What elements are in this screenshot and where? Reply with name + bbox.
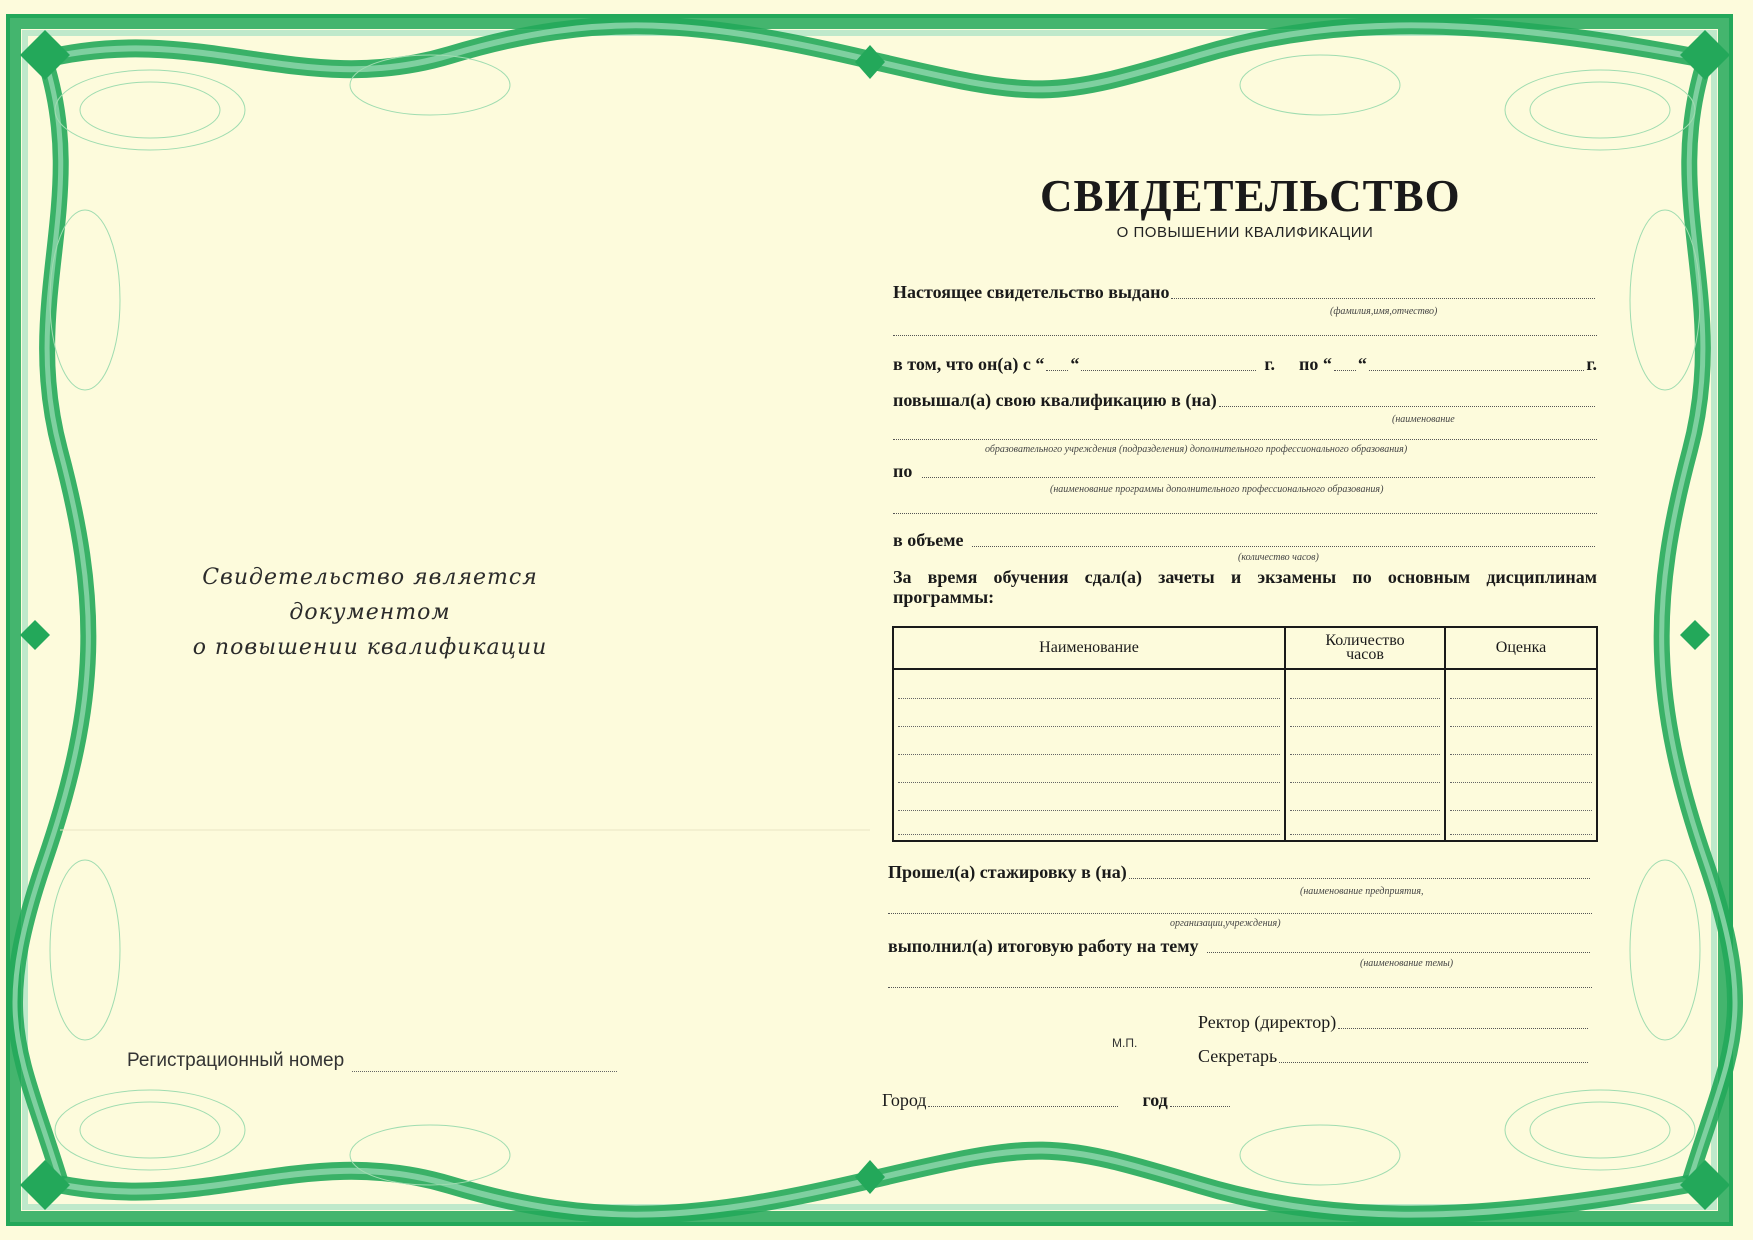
city-field[interactable] — [928, 1105, 1118, 1107]
issued-name-field[interactable] — [1171, 297, 1595, 299]
grades-table-header — [894, 628, 1596, 670]
issued-hint: (фамилия,имя,отчество) — [1330, 306, 1438, 317]
internship-hint-2: организации,учреждения) — [1170, 918, 1281, 929]
final-work-field[interactable] — [1207, 951, 1590, 953]
certificate-title: СВИДЕТЕЛЬСТВО — [1040, 171, 1461, 221]
institution-field[interactable] — [1219, 405, 1595, 407]
year-label: год — [1142, 1090, 1168, 1110]
city-year-row — [882, 1090, 1232, 1111]
grades-table — [892, 626, 1598, 842]
hours-column[interactable] — [1286, 670, 1446, 842]
registration-number-row — [127, 1050, 617, 1072]
period-row — [893, 354, 1597, 375]
name-column[interactable] — [894, 670, 1286, 842]
program-label: по — [893, 461, 913, 481]
stamp-place: М.П. — [1112, 1036, 1138, 1050]
rector-row — [1198, 1012, 1590, 1033]
issued-label: Настоящее свидетельство выдано — [893, 282, 1170, 302]
final-work-field-2[interactable] — [888, 986, 1592, 988]
secretary-row — [1198, 1046, 1590, 1067]
period-start-month-field[interactable] — [1081, 369, 1256, 371]
raised-hint-2: образовательного учреждения (подразделения) дополнительного профессионального образования) — [985, 444, 1408, 455]
caption-line-2: о повышении квалификации — [192, 635, 548, 660]
exams-text: За время обучения сдал(а) зачеты и экзамены по основным дисциплинам программы: — [893, 567, 1597, 607]
period-year-1: г. — [1264, 354, 1276, 374]
registration-number-field[interactable] — [352, 1055, 617, 1072]
volume-field[interactable] — [972, 545, 1595, 547]
header-name: Наименование — [894, 628, 1286, 668]
rector-label: Ректор (директор) — [1198, 1012, 1337, 1032]
period-start-day-field[interactable] — [1046, 369, 1068, 371]
final-work-row — [888, 936, 1592, 957]
internship-hint-1: (наименование предприятия, — [1300, 886, 1424, 897]
year-field[interactable] — [1170, 1105, 1230, 1107]
period-year-2: г. — [1586, 354, 1597, 374]
internship-label: Прошел(а) стажировку в (на) — [888, 862, 1127, 882]
left-caption — [120, 560, 620, 665]
final-work-label: выполнил(а) итоговую работу на тему — [888, 936, 1199, 956]
internship-row — [888, 862, 1592, 883]
program-hint: (наименование программы дополнительного профессионального образования) — [1050, 484, 1384, 495]
caption-line-1: Свидетельство является документом — [202, 565, 538, 625]
program-row — [893, 461, 1597, 482]
grades-table-body — [894, 670, 1596, 842]
period-end-day-field[interactable] — [1334, 369, 1356, 371]
period-label: в том, что он(а) с “ — [893, 354, 1045, 374]
final-work-hint: (наименование темы) — [1360, 958, 1454, 969]
header-grade: Оценка — [1495, 639, 1547, 656]
institution-field-2[interactable] — [893, 438, 1597, 440]
header-hours: Количество часов — [1286, 628, 1446, 668]
period-quote-close: “ — [1070, 354, 1080, 374]
period-to: по “ — [1299, 354, 1332, 374]
grade-column[interactable] — [1446, 670, 1596, 842]
internship-field[interactable] — [1129, 877, 1590, 879]
volume-label: в объеме — [893, 530, 964, 550]
raised-row — [893, 390, 1597, 411]
raised-label: повышал(а) свою квалификацию в (на) — [893, 390, 1217, 410]
registration-label: Регистрационный номер — [127, 1050, 345, 1071]
rector-signature-field[interactable] — [1338, 1027, 1588, 1029]
raised-hint-1: (наименование — [1392, 414, 1455, 425]
volume-hint: (количество часов) — [1238, 552, 1319, 563]
issued-to-row — [893, 282, 1597, 303]
volume-row — [893, 530, 1597, 551]
city-label: Город — [882, 1090, 927, 1110]
internship-field-2[interactable] — [888, 912, 1592, 914]
period-quote-close-2: “ — [1357, 354, 1367, 374]
program-field-2[interactable] — [893, 512, 1597, 514]
secretary-label: Секретарь — [1198, 1046, 1278, 1066]
certificate-subtitle: О ПОВЫШЕНИИ КВАЛИФИКАЦИИ — [1116, 224, 1374, 241]
program-field[interactable] — [922, 476, 1595, 478]
secretary-signature-field[interactable] — [1279, 1061, 1588, 1063]
issued-name-field-2[interactable] — [893, 334, 1597, 336]
period-end-month-field[interactable] — [1369, 369, 1584, 371]
